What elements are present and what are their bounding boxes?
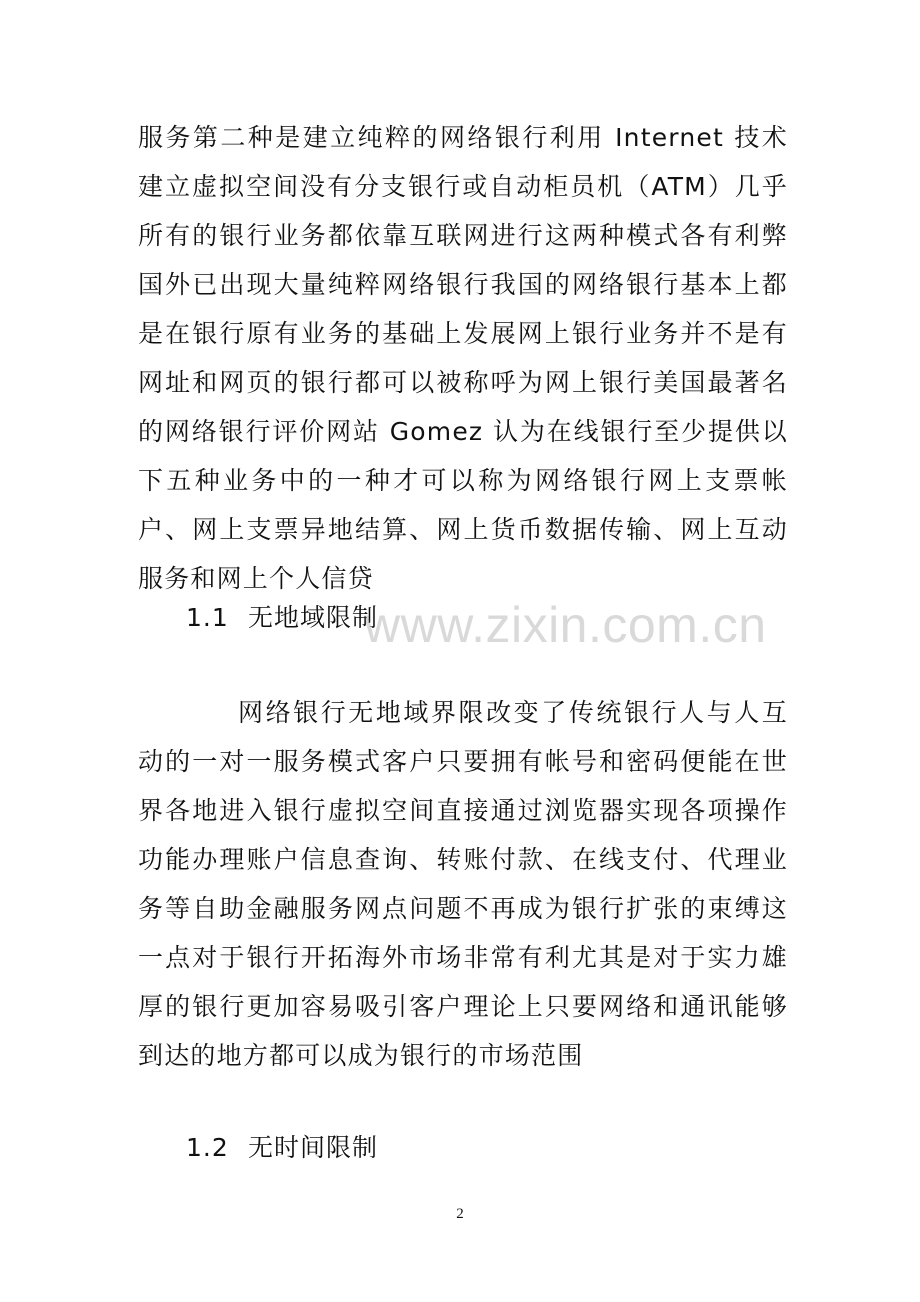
section-heading xyxy=(186,1128,378,1168)
body-paragraph: 网络银行无地域界限改变了传统银行人与人互动的一对一服务模式客户只要拥有帐号和密码便能在世界各地进入银行虚拟空间直接通过浏览器实现各项操作功能办理账户信息查询、转账付款、在线支付、代理业务等自助金融服务网点问题不再成为银行扩张的束缚这一点对于银行开拓海外市场非常有利尤其是对于实力雄厚的银行更加容易吸引客户理论上只要网络和通讯能够到达的地方都可以成为银行的市场范围 xyxy=(138,698,788,1070)
page-number: 2 xyxy=(456,1206,464,1222)
section-title: 无地域限制 xyxy=(248,603,379,632)
section-number: 1.1 xyxy=(186,603,229,632)
section-number: 1.2 xyxy=(186,1133,229,1162)
body-paragraph: 服务第二种是建立纯粹的网络银行利用 Internet 技术建立虚拟空间没有分支银行或自动柜员机（ATM）几乎所有的银行业务都依靠互联网进行这两种模式各有利弊国外已出现大量纯粹网络银行我国的网络银行基本上都是在银行原有业务的基础上发展网上银行业务并不是有网址和网页的银行都可以被称呼为网上银行美国最著名的网络银行评价网站 Gomez 认为在线银行至少提供以下五种业务中的一种才可以称为网络银行网上支票帐户、网上支票异地结算、网上货币数据传输、网上互动服务和网上个人信贷 xyxy=(138,123,788,593)
section-title: 无时间限制 xyxy=(248,1133,379,1162)
watermark: www.zixin.com.cn xyxy=(364,597,767,653)
section-heading xyxy=(186,598,378,638)
